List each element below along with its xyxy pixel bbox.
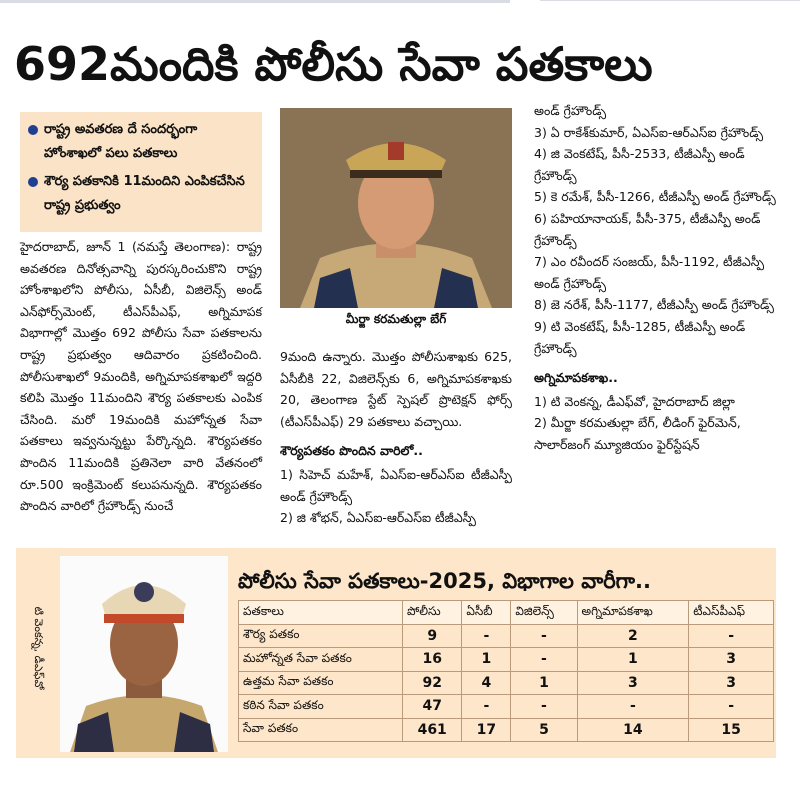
table-cell: - bbox=[577, 695, 689, 719]
table-row bbox=[239, 718, 774, 742]
list-item: 1) సిహెచ్ మహేశ్, ఏఎస్‌ఐ-ఆర్ఎస్ఐ టీజీఎస్పీ అండ్ గ్రేహౌండ్స్ bbox=[280, 466, 512, 504]
table-cell: 4 bbox=[462, 671, 511, 695]
highlight-text: రాష్ట్ర అవతరణ దే సందర్భంగా హోంశాఖలో పలు పతకాలు bbox=[44, 122, 198, 161]
table-row bbox=[239, 695, 774, 719]
article-text: హైదరాబాద్, జూన్ 1 (నమస్తే తెలంగాణ): రాష్ట్ర అవతరణ దినోత్సవాన్ని పురస్కరించుకొని రాష్ట్ర హోంశాఖలోని పోలీసు, ఏసీబీ, విజిలెన్స్ అండ్ ఎన్‌ఫోర్స్‌మెంట్, టీఎస్‌పీఎఫ్, అగ్నిమాపక విభాగాల్లో మొత్తం 692 పోలీసు సేవా పతకాలను రాష్ట్ర ప్రభుత్వం ఆదివారం ప్రకటించింది. పోలీసుశాఖలో 9మందికి, అగ్నిమాపకశాఖలో ఇద్దరి కలిపి మొత్తం 11మందిని శౌర్య పతకాలకు ఎంపిక చేసింది. మరో 19మందికి మహోన్నత సేవా పతకాలు ఇవ్వనున్నట్టు పేర్కొన్నది. శౌర్యపతకం పొందిన 11మందికి ప్రతినెలా వారి వేతనంలో రూ.500 ఇంక్రిమెంట్ కలుపనున్నది. శౌర్యపతకం పొందిన వారిలో గ్రేహౌండ్స్ నుంచే bbox=[20, 239, 262, 514]
table-row bbox=[239, 671, 774, 695]
table-cell: 3 bbox=[689, 671, 774, 695]
table-cell: 17 bbox=[462, 718, 511, 742]
table-cell: - bbox=[462, 624, 511, 648]
table-cell: 47 bbox=[403, 695, 462, 719]
article-text: 9మంది ఉన్నారు. మొత్తం పోలీసుశాఖకు 625, ఏసీబీకి 22, విజిలెన్స్‌కు 6, అగ్నిమాపకశాఖకు 20, తెలంగాణ స్టేట్ స్పెషల్ ప్రొటెక్షన్ ఫోర్స్ (టీఎస్‌పీఎఫ్) 29 పతకాలు వచ్చాయి. bbox=[280, 349, 512, 429]
table-cell: సేవా పతకం bbox=[239, 718, 403, 742]
article-column-2 bbox=[280, 346, 512, 529]
list-item: 6) పహియానాయక్, పీసీ-375, టీజీఎస్పీ అండ్ గ్రేహౌండ్స్ bbox=[534, 210, 761, 248]
list-item: 8) జె నరేశ్, పీసీ-1177, టీజీఎస్పీ అండ్ గ్రేహౌండ్స్ bbox=[534, 297, 774, 313]
list-item: 2) జి శోభన్, ఏఎస్‌ఐ-ఆర్ఎస్ఐ టీజీఎస్పీ bbox=[280, 510, 477, 526]
highlight-item bbox=[28, 118, 254, 166]
medals-table bbox=[238, 600, 774, 742]
column-header: పతకాలు bbox=[239, 601, 403, 625]
column-header: అగ్నిమాపకశాఖ bbox=[577, 601, 689, 625]
table-cell: - bbox=[462, 695, 511, 719]
list-item: 4) జి వెంకటేష్, పీసీ-2533, టీజీఎస్పీ అండ్ గ్రేహౌండ్స్ bbox=[534, 146, 745, 183]
list-item: 1) టి వెంకన్న, డీఎఫ్‌వో, హైదరాబాద్ జిల్లా bbox=[534, 393, 735, 409]
list-item: అండ్ గ్రేహౌండ్స్ bbox=[534, 103, 607, 118]
table-cell: - bbox=[511, 695, 577, 719]
table-cell: 1 bbox=[462, 648, 511, 672]
table-cell: 461 bbox=[403, 718, 462, 742]
table-cell: 1 bbox=[511, 671, 577, 695]
column-header: విజిలెన్స్ bbox=[511, 601, 577, 625]
table-cell: 3 bbox=[577, 671, 689, 695]
table-cell: 14 bbox=[577, 718, 689, 742]
column-header: పోలీసు bbox=[403, 601, 462, 625]
table-cell: 3 bbox=[689, 648, 774, 672]
article-column-3 bbox=[534, 100, 790, 456]
highlight-text: శౌర్య పతకానికి 11మందిని ఎంపికచేసిన రాష్ట్ర ప్రభుత్వం bbox=[44, 174, 245, 213]
table-cell: 5 bbox=[511, 718, 577, 742]
table-cell: శౌర్య పతకం bbox=[239, 624, 403, 648]
table-cell: - bbox=[511, 648, 577, 672]
table-cell: 15 bbox=[689, 718, 774, 742]
list-item: 7) ఎం రవీందర్ సంజయ్, పీసీ-1192, టీజీఎస్పీ అండ్ గ్రేహౌండ్స్ bbox=[534, 254, 765, 291]
table-cell: 9 bbox=[403, 624, 462, 648]
officer-portrait-icon bbox=[60, 556, 228, 752]
table-cell: మహోన్నత సేవా పతకం bbox=[239, 648, 403, 672]
column-header: ఏసీబీ bbox=[462, 601, 511, 625]
officer-portrait-icon bbox=[280, 108, 512, 308]
table-row bbox=[239, 648, 774, 672]
photo-caption-2-wrap bbox=[22, 560, 52, 750]
table-row bbox=[239, 624, 774, 648]
article-column-1 bbox=[20, 236, 262, 517]
highlights-box bbox=[20, 112, 262, 232]
bullet-icon bbox=[28, 177, 38, 187]
top-rule bbox=[0, 0, 510, 3]
subheading: శౌర్యపతకం పొందిన వారిలో.. bbox=[280, 443, 423, 459]
subheading: అగ్నిమాపకశాఖ.. bbox=[534, 370, 618, 386]
column-header: టీఎస్‌పీఎఫ్ bbox=[689, 601, 774, 625]
list-item: 3) ఏ రాకేశ్‌కుమార్, ఏఎస్‌ఐ-ఆర్ఎస్ఐ గ్రేహౌండ్స్ bbox=[534, 124, 764, 140]
table-header-row bbox=[239, 601, 774, 625]
photo-officer-2 bbox=[60, 556, 228, 752]
table-cell: - bbox=[511, 624, 577, 648]
table-cell: 16 bbox=[403, 648, 462, 672]
table-cell: కఠిన సేవా పతకం bbox=[239, 695, 403, 719]
table-cell: - bbox=[689, 695, 774, 719]
table-cell: 92 bbox=[403, 671, 462, 695]
table-cell: 1 bbox=[577, 648, 689, 672]
highlight-item bbox=[28, 170, 254, 218]
photo-caption-2: టి వెంకన్న, డీఎఫ్‌వో bbox=[32, 606, 45, 690]
bullet-icon bbox=[28, 125, 38, 135]
table-cell: 2 bbox=[577, 624, 689, 648]
list-item: 2) మీర్జా కరమతుల్లా బేగ్, లీడింగ్ ఫైర్‌మెన్, సాలార్‌జంగ్ మ్యూజియం ఫైర్‌స్టేషన్ bbox=[534, 415, 741, 452]
table-title: పోలీసు సేవా పతకాలు-2025, విభాగాల వారీగా.. bbox=[238, 569, 651, 593]
table-cell: ఉత్తమ సేవా పతకం bbox=[239, 671, 403, 695]
headline: 692మందికి పోలీసు సేవా పతకాలు bbox=[14, 37, 653, 91]
photo-caption-1: మీర్జా కరమతుల్లా బేగ్ bbox=[345, 312, 447, 326]
list-item: 9) టి వెంకటేష్, పీసీ-1285, టీజీఎస్పీ అండ్ గ్రేహౌండ్స్ bbox=[534, 318, 746, 356]
table-cell: - bbox=[689, 624, 774, 648]
top-rule-right bbox=[540, 0, 800, 1]
photo-officer-1 bbox=[280, 108, 512, 308]
list-item: 5) కె రమేశ్, పీసీ-1266, టీజీఎస్పీ అండ్ గ్రేహౌండ్స్ bbox=[534, 189, 776, 205]
